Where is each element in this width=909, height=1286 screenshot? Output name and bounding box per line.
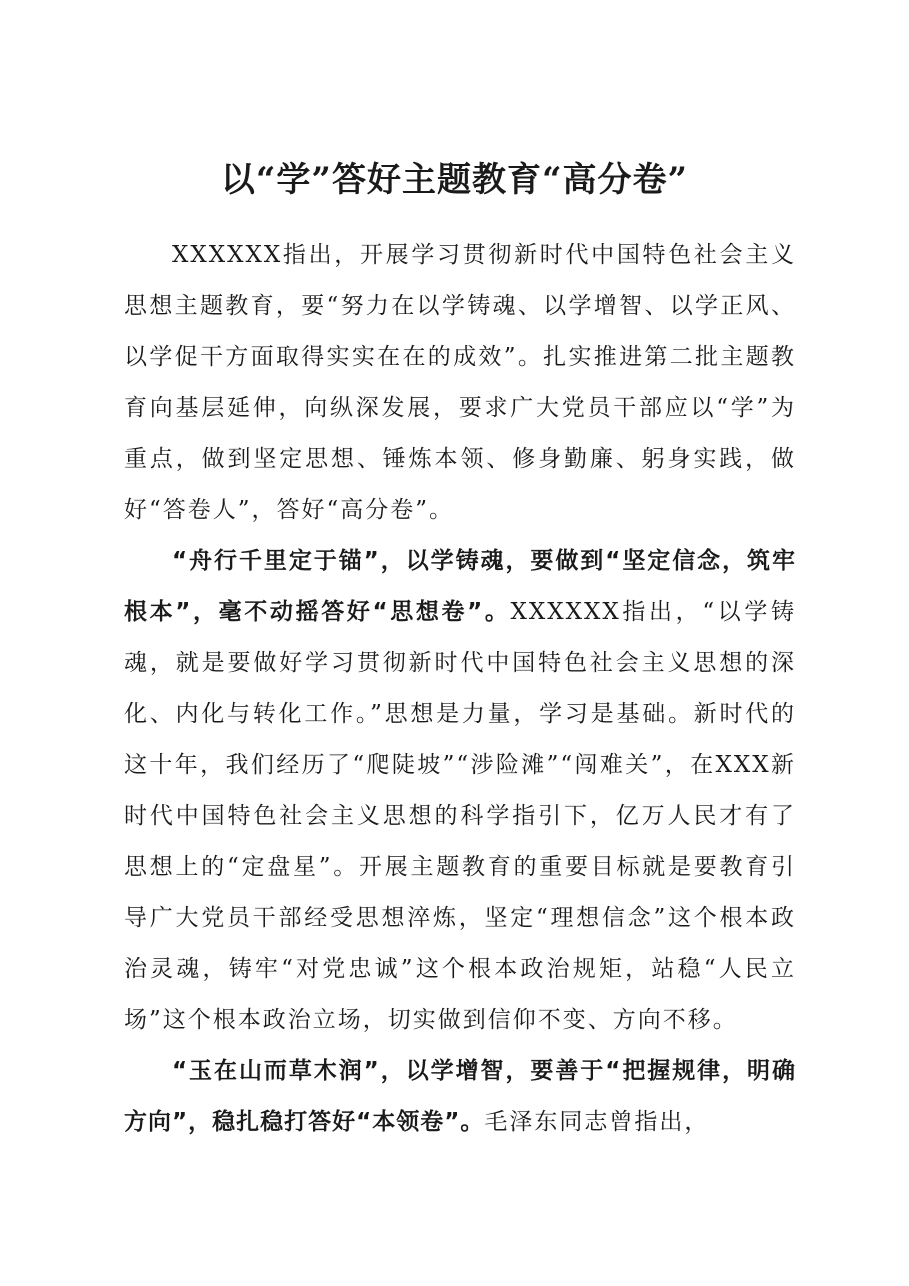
paragraph-ability bbox=[124, 1046, 796, 1148]
paragraph-ability-lead: “玉在山而草木润”，以学增智，要善于“把握规律，明确方向”，稳扎稳打答好“本领卷”。 bbox=[124, 1058, 796, 1135]
paragraph-thought-lead: “舟行千里定于锚”，以学铸魂，要做到“坚定信念，筑牢根本”，毫不动摇答好“思想卷”。 bbox=[124, 548, 796, 625]
paragraph-intro-text: XXXXXX指出，开展学习贯彻新时代中国特色社会主义思想主题教育，要“努力在以学铸魂、以学增智、以学正风、以学促干方面取得实实在在的成效”。扎实推进第二批主题教育向基层延伸，向纵深发展，要求广大党员干部应以“学”为重点，做到坚定思想、锤炼本领、修身勤廉、躬身实践，做好“答卷人”，答好“高分卷”。 bbox=[124, 242, 796, 523]
document-title: 以“学”答好主题教育“高分卷” bbox=[220, 160, 689, 200]
paragraph-thought bbox=[124, 536, 796, 1046]
paragraph-ability-text: 毛泽东同志曾指出， bbox=[484, 1109, 710, 1135]
paragraph-thought-text: XXXXXX指出，“以学铸魂，就是要做好学习贯彻新时代中国特色社会主义思想的深化、内化与转化工作。”思想是力量，学习是基础。新时代的这十年，我们经历了“爬陡坡”“涉险滩”“闯难关”，在XXX新时代中国特色社会主义思想的科学指引下，亿万人民才有了思想上的“定盘星”。开展主题教育的重要目标就是要教育引导广大党员干部经受思想淬炼，坚定“理想信念”这个根本政治灵魂，铸牢“对党忠诚”这个根本政治规矩，站稳“人民立场”这个根本政治立场，切实做到信仰不变、方向不移。 bbox=[124, 599, 796, 1033]
paragraph-intro bbox=[124, 230, 796, 536]
document-body bbox=[124, 230, 796, 1148]
